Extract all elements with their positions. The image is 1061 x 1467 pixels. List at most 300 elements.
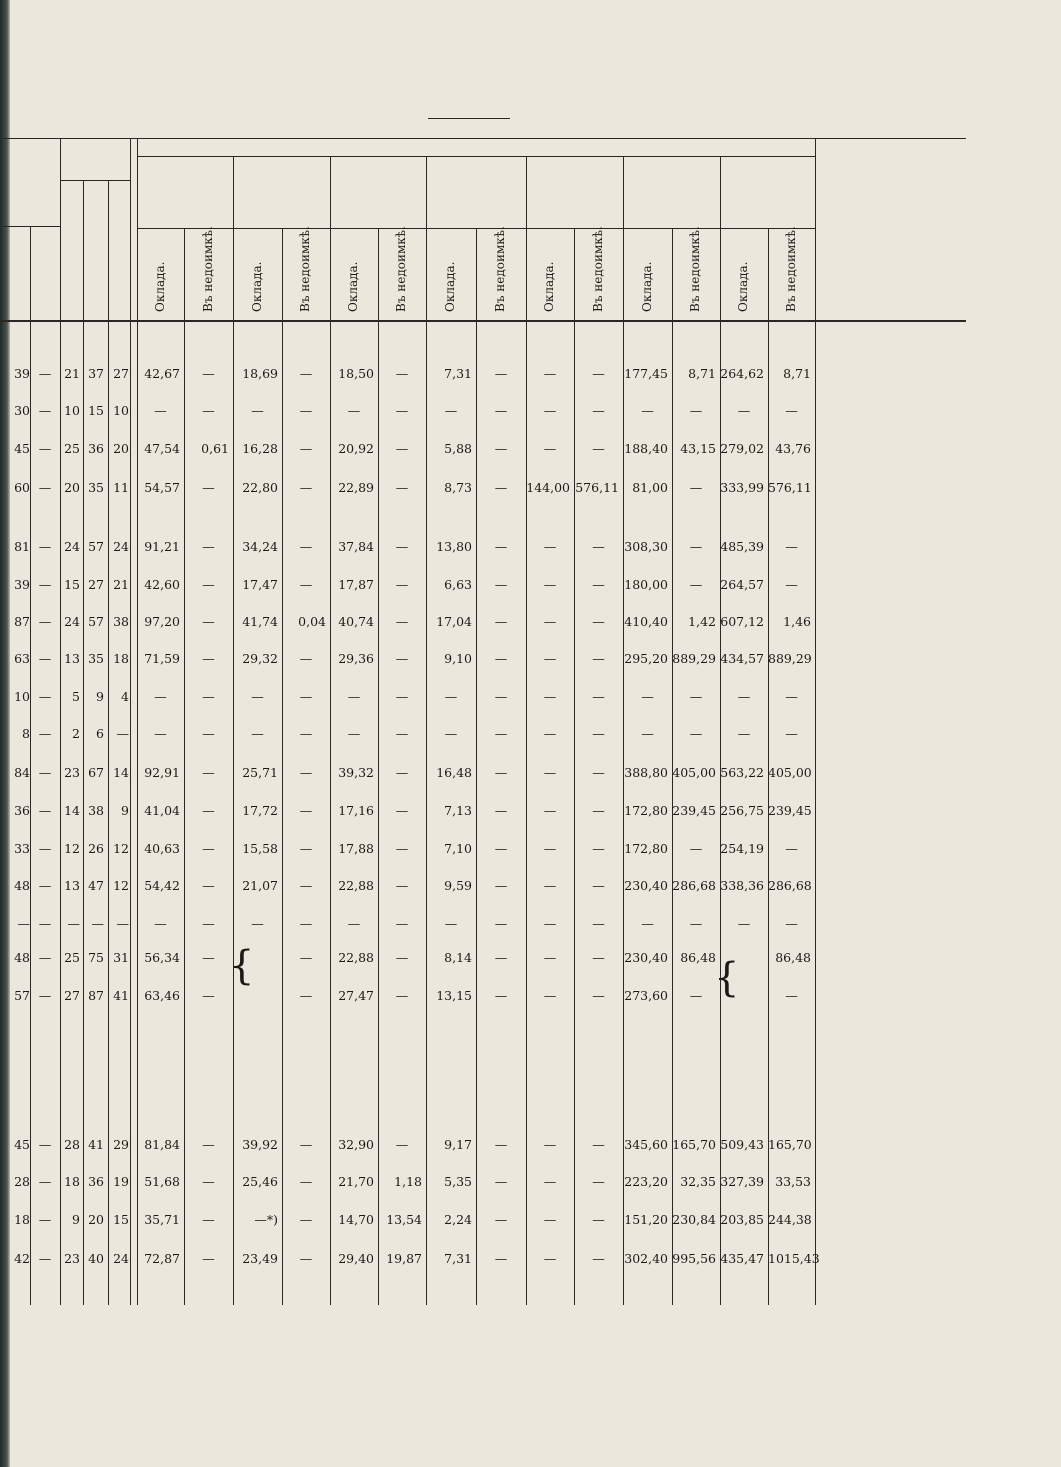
cell-oats: 8 [22,726,30,741]
cell-value: — [299,1137,313,1152]
cell-value: — [592,651,605,666]
cell-horses: 12 [64,841,80,856]
cell-horned: 87 [88,988,104,1003]
cell-buckwheat: — [38,614,52,629]
cell-value: — [251,403,264,418]
cell-small: 24 [113,539,129,554]
cell-horses: 27 [64,988,80,1003]
cell-value: — [592,577,605,592]
cell-value: 17,16 [338,803,374,818]
cell-horses: 20 [64,480,80,495]
cell-value: — [689,403,703,418]
cell-buckwheat: — [38,539,52,554]
brace-total: { [714,955,740,1001]
cell-value: 1015,43 [768,1251,820,1266]
cell-buckwheat: — [38,803,52,818]
cell-value: — [592,950,605,965]
cell-value: 230,84 [672,1212,716,1227]
cell-horses: 23 [64,1251,80,1266]
cell-value: 21,07 [242,878,278,893]
cell-value: 17,88 [338,841,374,856]
cell-horses: 23 [64,765,80,780]
cell-horned: 20 [88,1212,104,1227]
cell-value: 43,76 [775,441,811,456]
cell-horned: 37 [88,366,104,381]
cell-value: — [202,950,215,965]
cell-buckwheat: — [38,441,52,456]
cell-value: — [494,1137,508,1152]
cell-value: — [785,916,798,931]
cell-value: 388,80 [624,765,668,780]
cell-value: — [592,366,605,381]
cell-value: — [737,916,751,931]
cell-horses: 25 [64,441,80,456]
cell-value: — [543,1137,557,1152]
cell-value: — [299,689,313,704]
cell-value: 7,13 [444,803,472,818]
cell-horses: — [67,916,80,931]
cell-value: — [202,651,215,666]
cell-value: — [543,651,557,666]
cell-value: — [785,577,798,592]
cell-value: — [444,689,458,704]
cell-value: — [543,1174,557,1189]
cell-value: 27,47 [338,988,374,1003]
book-binding-edge [0,0,10,1467]
cell-value: — [395,765,409,780]
cell-value: — [689,916,703,931]
cell-buckwheat: — [38,726,52,741]
cell-value: — [689,726,703,741]
sub-header-okl: Оклада. [542,261,556,312]
cell-value: — [347,689,361,704]
cell-value: 995,56 [672,1251,716,1266]
cell-value: — [543,1251,557,1266]
table-top-rule [0,138,966,139]
cell-value: 91,21 [144,539,180,554]
cell-value: — [494,1174,508,1189]
cell-value: 180,00 [624,577,668,592]
cell-value: 19,87 [386,1251,422,1266]
cell-small: 38 [113,614,129,629]
cell-value: — [543,577,557,592]
cell-value: — [592,689,605,704]
cell-value: — [395,614,409,629]
cell-value: — [543,841,557,856]
cell-value: 172,80 [624,841,668,856]
cell-value: 29,32 [242,651,278,666]
cell-value: — [543,614,557,629]
cell-value: — [494,403,508,418]
cell-value: 308,30 [624,539,668,554]
cell-value: — [202,539,215,554]
sub-header-ned: Въ недоимкѣ. [298,226,312,312]
cell-value: 14,70 [338,1212,374,1227]
cell-buckwheat: — [38,689,52,704]
cell-horses: 21 [64,366,80,381]
cell-horned: 67 [88,765,104,780]
cell-value: — [641,726,654,741]
cell-value: 7,10 [444,841,472,856]
cell-value: 23,49 [242,1251,278,1266]
cell-value: — [299,1212,313,1227]
sub-header-okl: Оклада. [443,261,457,312]
cell-value: 177,45 [624,366,668,381]
cell-value: 286,68 [768,878,812,893]
cell-buckwheat: — [38,916,52,931]
cell-buckwheat: — [38,1251,52,1266]
cell-value: 230,40 [624,878,668,893]
cell-value: 230,40 [624,950,668,965]
cell-value: 256,75 [720,803,764,818]
cell-value: 17,04 [436,614,472,629]
cell-value: 33,53 [775,1174,811,1189]
cell-oats: 28 [14,1174,30,1189]
cell-value: 34,24 [242,539,278,554]
cell-value: 47,54 [144,441,180,456]
cell-small: 11 [113,480,129,495]
cell-value: 54,42 [144,878,180,893]
cell-value: 32,35 [680,1174,716,1189]
cell-value: 8,71 [783,366,811,381]
cell-value: — [299,916,313,931]
cell-value: 239,45 [672,803,716,818]
cell-value: 41,74 [242,614,278,629]
cell-horned: 9 [96,689,104,704]
cell-value: 5,88 [444,441,472,456]
cell-horned: 38 [88,803,104,818]
cell-value: 223,20 [624,1174,668,1189]
cell-value: — [154,403,167,418]
cell-value: 1,42 [688,614,716,629]
cell-value: 21,70 [338,1174,374,1189]
cell-value: 39,92 [242,1137,278,1152]
cell-value: 435,47 [720,1251,764,1266]
cell-value: 16,28 [242,441,278,456]
cell-value: 13,80 [436,539,472,554]
cell-value: — [299,803,313,818]
cell-value: 8,73 [444,480,472,495]
cell-value: — [395,1137,409,1152]
cell-oats: — [17,916,30,931]
cell-horses: 13 [64,878,80,893]
cell-value: — [543,803,557,818]
cell-value: 345,60 [624,1137,668,1152]
cell-small: 19 [113,1174,129,1189]
cell-value: 144,00 [526,480,570,495]
cell-value: 17,72 [242,803,278,818]
cell-value: — [395,577,409,592]
cell-value: 17,87 [338,577,374,592]
cell-value: 0,04 [298,614,326,629]
sub-header-ned: Въ недоимкѣ. [688,226,702,312]
cell-value: — [689,539,703,554]
cell-horses: 2 [72,726,80,741]
cell-value: — [395,916,409,931]
cell-small: 29 [113,1137,129,1152]
cell-small: 4 [121,689,129,704]
cell-value: —*) [254,1212,278,1227]
cell-oats: 60 [14,480,30,495]
cell-value: — [543,916,557,931]
cell-value: 35,71 [144,1212,180,1227]
cell-value: — [543,765,557,780]
cell-small: 24 [113,1251,129,1266]
cell-value: 56,34 [144,950,180,965]
cell-value: 576,11 [575,480,619,495]
cell-value: — [299,950,313,965]
cell-value: 5,35 [444,1174,472,1189]
cell-value: — [494,441,508,456]
cell-value: 9,10 [444,651,472,666]
cell-value: 434,57 [720,651,764,666]
cell-value: — [202,1212,215,1227]
cell-oats: 48 [14,878,30,893]
cell-value: 17,47 [242,577,278,592]
cell-value: — [737,403,751,418]
cell-small: 9 [121,803,129,818]
cell-value: 1,18 [394,1174,422,1189]
cell-small: 27 [113,366,129,381]
cell-value: — [395,988,409,1003]
cell-value: — [494,689,508,704]
cell-value: — [299,366,313,381]
cell-value: — [494,480,508,495]
cell-buckwheat: — [38,878,52,893]
cell-value: — [592,726,605,741]
cell-horses: 25 [64,950,80,965]
banner-rule [137,156,815,157]
cell-value: — [543,366,557,381]
cell-value: 6,63 [444,577,472,592]
cell-value: — [395,403,409,418]
cell-value: — [785,726,798,741]
cell-value: — [299,403,313,418]
cell-value: — [395,539,409,554]
column-rule [137,138,138,1305]
cell-horses: 5 [72,689,80,704]
cell-value: — [592,878,605,893]
cell-value: — [299,726,313,741]
cell-value: 333,99 [720,480,764,495]
cell-value: 97,20 [144,614,180,629]
cell-value: 302,40 [624,1251,668,1266]
sub-header-okl: Оклада. [249,261,264,312]
cell-value: — [543,441,557,456]
cell-value: — [785,689,798,704]
cell-value: — [299,651,313,666]
cell-value: — [202,1137,215,1152]
cell-value: — [202,916,215,931]
cell-value: — [592,539,605,554]
cell-value: — [494,726,508,741]
cell-value: — [395,726,409,741]
cell-oats: 45 [14,1137,30,1152]
cell-oats: 39 [14,577,30,592]
sub-header-ned: Въ недоимкѣ. [783,226,798,312]
cell-horses: 13 [64,651,80,666]
cell-horned: 57 [88,614,104,629]
cell-value: 405,00 [672,765,716,780]
cell-value: — [202,1174,215,1189]
cell-value: — [395,651,409,666]
cell-oats: 48 [14,950,30,965]
cell-value: — [154,916,167,931]
cell-value: — [592,1137,605,1152]
cell-value: 0,61 [201,441,229,456]
cell-value: — [202,988,215,1003]
cell-value: 29,40 [338,1251,374,1266]
cell-value: 22,80 [242,480,278,495]
cell-horned: 15 [88,403,104,418]
cell-value: — [299,480,313,495]
cell-value: — [347,916,361,931]
cell-value: 71,59 [144,651,180,666]
cell-value: — [299,1174,313,1189]
cell-value: 2,24 [444,1212,472,1227]
cell-value: — [299,1251,313,1266]
cell-buckwheat: — [38,765,52,780]
cell-value: — [202,841,215,856]
sub-header-ned: Въ недоимкѣ. [200,226,215,312]
cell-value: — [543,403,557,418]
sub-header-okl: Оклада. [639,261,654,312]
cell-value: — [785,988,798,1003]
cell-value: 264,57 [720,577,764,592]
cell-value: — [785,841,798,856]
cell-oats: 81 [14,539,30,554]
cell-value: 22,88 [338,950,374,965]
cell-value: — [689,577,703,592]
cell-buckwheat: — [38,1212,52,1227]
cell-value: — [785,403,798,418]
cell-value: — [395,803,409,818]
cell-value: 81,00 [632,480,668,495]
cell-value: — [543,539,557,554]
cattle-group-rule [60,180,130,181]
cell-value: — [395,480,409,495]
cell-value: — [494,1251,508,1266]
cell-value: 244,38 [768,1212,812,1227]
cell-horned: 40 [88,1251,104,1266]
cell-value: — [494,1212,508,1227]
cell-horned: 6 [96,726,104,741]
cell-value: 63,46 [144,988,180,1003]
header-bottom-rule [0,320,966,322]
cell-buckwheat: — [38,366,52,381]
cell-horned: 26 [88,841,104,856]
cell-oats: 84 [14,765,30,780]
cell-value: — [299,539,313,554]
cell-value: — [592,916,605,931]
cell-value: 7,31 [444,1251,472,1266]
cell-value: — [543,878,557,893]
cell-value: 9,17 [444,1137,472,1152]
cell-value: 25,71 [242,765,278,780]
cell-value: — [202,1251,215,1266]
cell-value: — [641,403,654,418]
cell-value: — [641,689,654,704]
cell-oats: 36 [14,803,30,818]
cell-buckwheat: — [38,1137,52,1152]
cell-value: — [202,614,215,629]
cell-value: — [494,651,508,666]
cell-value: 239,45 [768,803,812,818]
cell-small: 41 [113,988,129,1003]
cell-value: 151,20 [624,1212,668,1227]
cell-value: 29,36 [338,651,374,666]
cell-horses: 15 [64,577,80,592]
cell-value: 273,60 [624,988,668,1003]
page-number-rule [428,118,510,119]
cell-horned: 47 [88,878,104,893]
cell-value: 8,14 [444,950,472,965]
cell-value: 338,36 [720,878,764,893]
cell-value: 8,71 [688,366,716,381]
cell-value: 86,48 [775,950,811,965]
cell-value: — [494,988,508,1003]
cell-value: 81,84 [144,1137,180,1152]
cell-value: 889,29 [672,651,716,666]
cell-value: 203,85 [720,1212,764,1227]
cell-value: — [494,803,508,818]
cell-value: 327,39 [720,1174,764,1189]
cell-value: — [592,988,605,1003]
cell-value: — [299,988,313,1003]
cell-value: 40,63 [144,841,180,856]
cell-value: 295,20 [624,651,668,666]
cell-value: — [592,841,605,856]
cell-buckwheat: — [38,1174,52,1189]
cell-value: — [395,950,409,965]
cell-value: 889,29 [768,651,812,666]
cell-value: 607,12 [720,614,764,629]
cell-horned: 41 [88,1137,104,1152]
cell-value: — [154,689,167,704]
cell-value: — [202,765,215,780]
cell-oats: 10 [14,689,30,704]
cell-small: 12 [113,878,129,893]
cell-buckwheat: — [38,480,52,495]
cell-buckwheat: — [38,841,52,856]
cell-value: 39,32 [338,765,374,780]
cell-value: — [299,441,313,456]
sub-header-ned: Въ недоимкѣ. [394,226,408,312]
cell-value: — [543,988,557,1003]
cell-value: — [395,878,409,893]
cell-value: 172,80 [624,803,668,818]
cell-value: — [444,916,458,931]
cell-value: — [395,441,409,456]
cell-value: 18,69 [242,366,278,381]
cell-value: 92,91 [144,765,180,780]
cell-oats: 57 [14,988,30,1003]
cell-value: 25,46 [242,1174,278,1189]
sub-header-okl: Оклада. [152,261,167,312]
cell-horned: 36 [88,1174,104,1189]
cell-horses: 28 [64,1137,80,1152]
cell-value: 509,43 [720,1137,764,1152]
cell-value: 41,04 [144,803,180,818]
cell-oats: 42 [14,1251,30,1266]
cell-buckwheat: — [38,950,52,965]
cell-value: — [251,689,264,704]
cell-horned: 36 [88,441,104,456]
cell-value: — [592,765,605,780]
cell-value: — [202,403,215,418]
column-rule [130,138,131,1305]
cell-buckwheat: — [38,403,52,418]
